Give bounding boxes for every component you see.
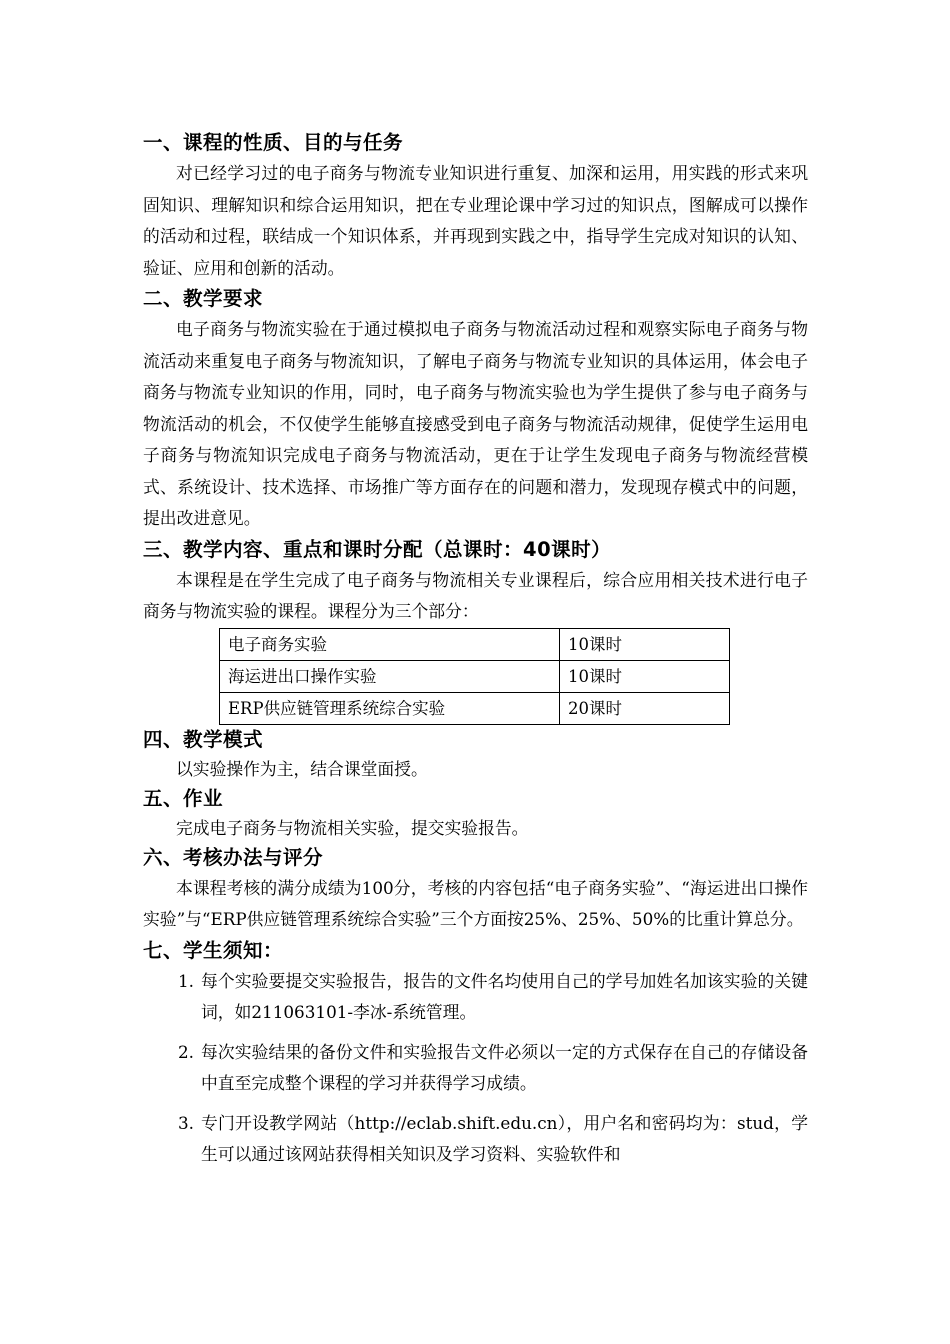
list-item-number: 3.	[178, 1112, 195, 1133]
section-body-mode: 以实验操作为主，结合课堂面授。	[176, 758, 428, 779]
list-item-number: 1.	[178, 970, 195, 991]
table-row	[220, 628, 730, 660]
section-heading-content: 三、教学内容、重点和课时分配（总课时：40课时）	[143, 537, 612, 561]
list-item-number: 2.	[178, 1041, 195, 1062]
table-cell-hours: 10课时	[560, 628, 730, 660]
section-heading-notice: 七、学生须知：	[143, 938, 284, 962]
section-body-nature: 对已经学习过的电子商务与物流专业知识进行重复、加深和运用，用实践的形式来巩固知识、理解知识和综合运用知识，把在专业理论课中学习过的知识点，图解成可以操作的活动和过程，联结成一个知识体系，并再现到实践之中，指导学生完成对知识的认知、验证、应用和创新的活动。	[143, 163, 808, 278]
table-cell-name: 电子商务实验	[220, 628, 560, 660]
section-body-homework: 完成电子商务与物流相关实验，提交实验报告。	[176, 817, 529, 838]
section-heading-nature: 一、课程的性质、目的与任务	[143, 131, 404, 154]
table-row	[220, 660, 730, 692]
list-item	[143, 1037, 808, 1100]
section-body-requirements: 电子商务与物流实验在于通过模拟电子商务与物流活动过程和观察实际电子商务与物流活动来重复电子商务与物流知识，了解电子商务与物流专业知识的具体运用，体会电子商务与物流专业知识的作用，同时，电子商务与物流实验也为学生提供了参与电子商务与物流活动的机会，不仅使学生能够直接感受到电子商务与物流活动规律，促使学生运用电子商务与物流知识完成电子商务与物流活动，更在于让学生发现电子商务与物流经营模式、系统设计、技术选择、市场推广等方面存在的问题和潜力，发现现存模式中的问题，提出改进意见。	[143, 319, 808, 528]
section-body-assessment: 本课程考核的满分成绩为100分，考核的内容包括“电子商务实验”、“海运进出口操作实验”与“ERP供应链管理系统综合实验”三个方面按25%、25%、50%的比重计算总分。	[143, 877, 808, 929]
list-item-text: 每次实验结果的备份文件和实验报告文件必须以一定的方式保存在自己的存储设备中直至完成整个课程的学习并获得学习成绩。	[201, 1041, 808, 1093]
list-item-text: 每个实验要提交实验报告，报告的文件名均使用自己的学号加姓名加该实验的关键词，如211063101-李冰-系统管理。	[201, 970, 808, 1022]
table-cell-name: ERP供应链管理系统综合实验	[220, 692, 560, 724]
list-item	[143, 1108, 808, 1171]
section-heading-mode: 四、教学模式	[143, 727, 264, 751]
section-heading-homework: 五、作业	[143, 786, 224, 810]
list-item-text: 专门开设教学网站（http://eclab.shift.edu.cn），用户名和密码均为：stud，学生可以通过该网站获得相关知识及学习资料、实验软件和	[201, 1112, 808, 1164]
document-content	[143, 128, 808, 1179]
list-item	[143, 966, 808, 1029]
table-cell-hours: 20课时	[560, 692, 730, 724]
section-body-content: 本课程是在学生完成了电子商务与物流相关专业课程后，综合应用相关技术进行电子商务与物流实验的课程。课程分为三个部分：	[143, 569, 808, 621]
course-hours-table	[219, 628, 730, 725]
section-heading-assessment: 六、考核办法与评分	[143, 845, 324, 869]
table-row	[220, 692, 730, 724]
section-heading-requirements: 二、教学要求	[143, 287, 264, 310]
table-cell-hours: 10课时	[560, 660, 730, 692]
notice-list	[143, 966, 808, 1171]
table-cell-name: 海运进出口操作实验	[220, 660, 560, 692]
